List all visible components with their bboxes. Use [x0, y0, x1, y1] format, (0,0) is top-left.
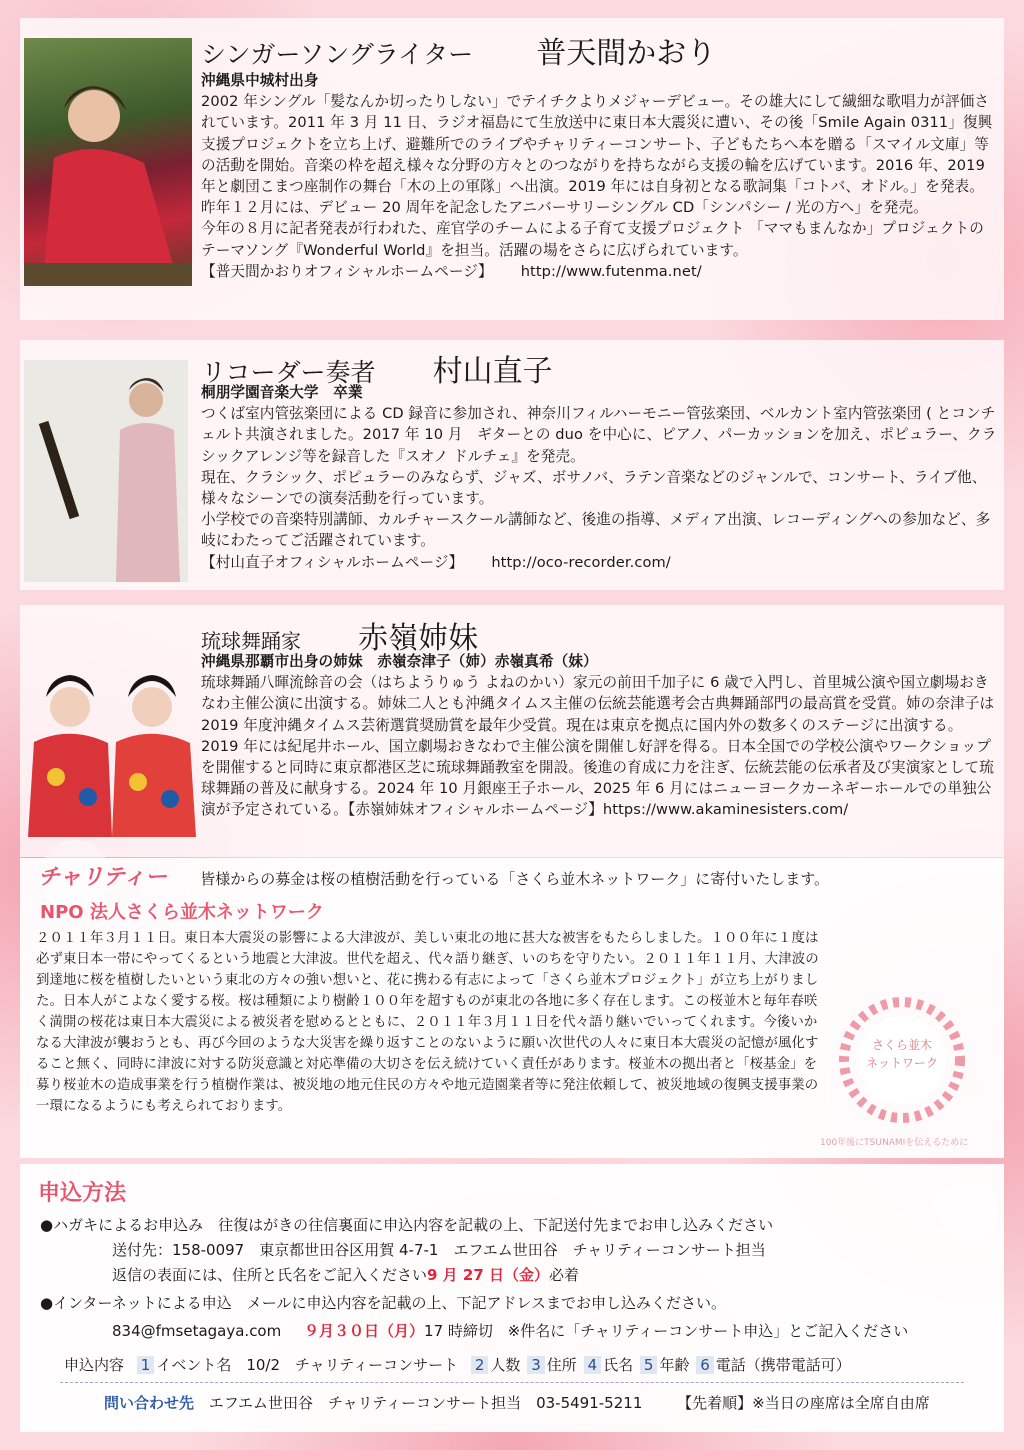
- item-number: 6: [696, 1356, 714, 1374]
- site-label: 【村山直子オフィシャルホームページ】: [201, 553, 464, 571]
- postcard-suffix: 必着: [549, 1266, 580, 1284]
- item-number: 4: [584, 1356, 602, 1374]
- content-label: 申込内容: [64, 1356, 125, 1374]
- apply-heading: 申込方法: [38, 1181, 127, 1206]
- artist-photo-akamine: [28, 647, 196, 837]
- contact-info: エフエム世田谷 チャリティーコンサート担当 03-5491-5211: [208, 1394, 643, 1412]
- artist-section-akamine: [20, 605, 1004, 857]
- site-link[interactable]: http://oco-recorder.com/: [491, 553, 671, 571]
- bio-paragraph: つくば室内管弦楽団による CD 録音に参加され、神奈川フィルハーモニー管弦楽団、ベルカント室内管弦楽団 ( とコンチェルト共演されました。2017 年 10 月 ギターとの duo を中心に、ピアノ、パーカッションを加え、ポピュラー、クラシックアレンジ等を録音した『スオノ ドルチェ』を発売。: [201, 405, 997, 465]
- charity-heading-row: [38, 860, 829, 891]
- bio-paragraph: 2002 年シングル「髪なんか切ったりしない」でテイチクよりメジャーデビュー。その雄大にして繊細な歌唱力が評価されています。2011 年 3 月 11 日、ラジオ福島にて生放送中に東日本大震災に遭い、その後「Smile Again 0311」復興支援プロジェクトを立ち上げ、避難所でのライブやチャリティーコンサート、子どもたちへ本を贈る「スマイル文庫」等の活動を開始。音楽の枠を超え様々な分野の方々とのつながりを持ちながら支援の輪を広げています。2016 年、2019 年と劇団こまつ座制作の舞台「木の上の軍隊」へ出演。2019 年には自身初となる歌詞集「コトバ、オドル。」を発表。昨年１２月には、デビュー 20 周年を記念したアニバーサリーシングル CD「シンパシー / 光の方へ」を発売。: [201, 93, 993, 217]
- bio-paragraph: 今年の８月に記者発表が行われた、産官学のチームによる子育て支援プロジェクト 「ママもまんなか」プロジェクトのテーマソング『Wonderful World』を担当。活躍の場をさらに広げられています。: [201, 220, 984, 259]
- item-label: 氏名: [603, 1356, 634, 1374]
- charity-body: ２０１１年３月１１日。東日本大震災の影響による大津波が、美しい東北の地に甚大な被害をもたらしました。１００年に１度は必ず東日本一帯にやってくるという地震と大津波。世代を超え、代々語り継ぎ、いのちを守りたい。２０１１年１１月、大津波の到達地に桜を植樹したいという東北の方々の強い想いと、花に携わる有志によって「さくら並木プロジェクト」が立ち上がりました。日本人がこよなく愛する桜。桜は種類により樹齢１００年を超すものが東北の各地に多く存在します。この桜並木と毎年春咲く満開の桜花は東日本大震災による被災者を慰めるとともに、２０１１年３月１１日を代々語り継いでいってくれます。今後いかなる大津波が襲おうとも、再び今回のような大災害を繰り返すことのないように願い次世代の人々に東日本大震災の記憶が風化すること無く、同時に津波に対する防災意識と対応準備の大切さを伝え続けていく責任があります。桜並木の拠出者と「桜基金」を募り桜並木の造成事業を行う植樹作業は、被災地の地元住民の方々や地元造園業者等に発注依頼して、被災地域の復興支援事業の一環になるようにも考えられております。: [36, 931, 819, 1114]
- internet-title: ●インターネットによる申込 メールに申込内容を記載の上、下記アドレスまでお申し込みください。: [40, 1294, 726, 1312]
- artist-role: シンガーソングライター: [201, 40, 474, 69]
- artist-photo-futenma: [24, 38, 192, 286]
- postcard-title: ●ハガキによるお申込み 往復はがきの往信裏面に申込内容を記載の上、下記送付先までお申し込みください: [40, 1216, 774, 1234]
- artist-origin: 沖縄県那覇市出身の姉妹 赤嶺奈津子（姉）赤嶺真希（妹）: [201, 653, 598, 670]
- site-label: 【普天間かおりオフィシャルホームページ】: [201, 262, 493, 280]
- artist-name: 村山直子: [432, 354, 553, 389]
- item-number: 5: [640, 1356, 658, 1374]
- artist-section-murayama: [20, 340, 1004, 590]
- artist-bio: [201, 70, 997, 282]
- artist-name: 普天間かおり: [536, 36, 717, 71]
- artist-role: リコーダー奏者: [201, 358, 376, 387]
- artist-photo-murayama: [24, 360, 188, 582]
- item-label: イベント名 10/2 チャリティーコンサート: [156, 1356, 459, 1374]
- charity-section: [20, 858, 1004, 1158]
- internet-row: [112, 1320, 908, 1341]
- logo-caption: 100年後にTSUNAMIを伝えるために: [820, 1138, 969, 1148]
- charity-lead: 皆様からの募金は桜の植樹活動を行っている「さくら並木ネットワーク」に寄付いたします。: [200, 870, 830, 888]
- item-number: 2: [471, 1356, 489, 1374]
- postcard-note-row: [112, 1264, 579, 1285]
- artist-origin: 沖縄県中城村出身: [201, 72, 319, 89]
- internet-note: ※件名に「チャリティーコンサート申込」とご記入ください: [507, 1322, 909, 1340]
- email-link[interactable]: 834@fmsetagaya.com: [112, 1322, 282, 1340]
- site-link[interactable]: http://www.futenma.net/: [520, 262, 702, 280]
- bio-paragraph: 小学校での音楽特別講師、カルチャースクール講師など、後進の指導、メディア出演、レコーディングへの参加など、多岐にわたってご活躍されています。: [201, 511, 991, 550]
- artist-bio: [201, 382, 997, 573]
- charity-logo: [832, 990, 972, 1130]
- item-label: 年齢: [659, 1356, 690, 1374]
- charity-heading: チャリティー: [38, 865, 168, 890]
- charity-org: NPO 法人さくら並木ネットワーク: [40, 902, 324, 923]
- artist-bio: [201, 651, 997, 821]
- artist-name: 赤嶺姉妹: [358, 621, 479, 656]
- item-label: 住所: [546, 1356, 577, 1374]
- postcard-note: 返信の表面には、住所と氏名をご記入ください: [112, 1266, 428, 1284]
- postcard-deadline: 9 月 27 日（金）: [427, 1266, 549, 1284]
- internet-time: 17 時締切: [424, 1322, 493, 1340]
- postcard-address: 送付先：158-0097 東京都世田谷区用賀 4-7-1 エフエム世田谷 チャリティーコンサート担当: [112, 1241, 766, 1259]
- apply-section: [20, 1164, 1004, 1432]
- artist-section-futenma: [20, 18, 1004, 320]
- item-label: 電話（携帯電話可）: [715, 1356, 851, 1374]
- logo-text: さくら並木: [871, 1038, 932, 1052]
- item-number: 3: [527, 1356, 545, 1374]
- bio-paragraph: 現在、クラシック、ポピュラーのみならず、ジャズ、ボサノバ、ラテン音楽などのジャンルで、コンサート、ライブ他、様々なシーンでの演奏活動を行っています。: [201, 468, 987, 508]
- content-row: [64, 1354, 851, 1375]
- item-label: 人数: [490, 1356, 521, 1374]
- artist-origin: 桐朋学園音楽大学 卒業: [201, 384, 363, 401]
- seating-note: 【先着順】※当日の座席は全席自由席: [677, 1394, 930, 1412]
- divider: [60, 1382, 964, 1383]
- logo-text: ネットワーク: [865, 1056, 938, 1070]
- contact-row: [104, 1392, 930, 1413]
- internet-deadline: ９月３０日（月）: [304, 1322, 425, 1340]
- bio-paragraph: 琉球舞踊八暉流餘音の会（はちようりゅう よねのかい）家元の前田千加子に 6 歳で入門し、首里城公演や国立劇場おきなわ主催公演に出演する。姉妹二人とも沖縄タイムス主催の伝統芸能選考会古典舞踊部門の最高賞を受賞。姉の奈津子は 2019 年度沖縄タイムス芸術選賞奨励賞を最年少受賞。現在は東京を拠点に国内外の数多くのステージに出演する。2019 年には紀尾井ホール、国立劇場おきなわで主催公演を開催し好評を得る。日本全国での学校公演やワークショップを開催すると同時に東京都港区芝に琉球舞踊教室を開設。後進の育成に力を注ぎ、伝統芸能の伝承者及び実演家として琉球舞踊の普及に献身する。2024 年 10 月銀座王子ホール、2025 年 6 月にはニューヨークカーネギーホールでの単独公演が予定されている。【赤嶺姉妹オフィシャルホームページ】https://www.akaminesisters.com/: [201, 674, 995, 819]
- artist-heading: [201, 28, 716, 72]
- contact-label: 問い合わせ先: [104, 1394, 195, 1412]
- item-number: 1: [137, 1356, 155, 1374]
- artist-role: 琉球舞踊家: [201, 629, 301, 653]
